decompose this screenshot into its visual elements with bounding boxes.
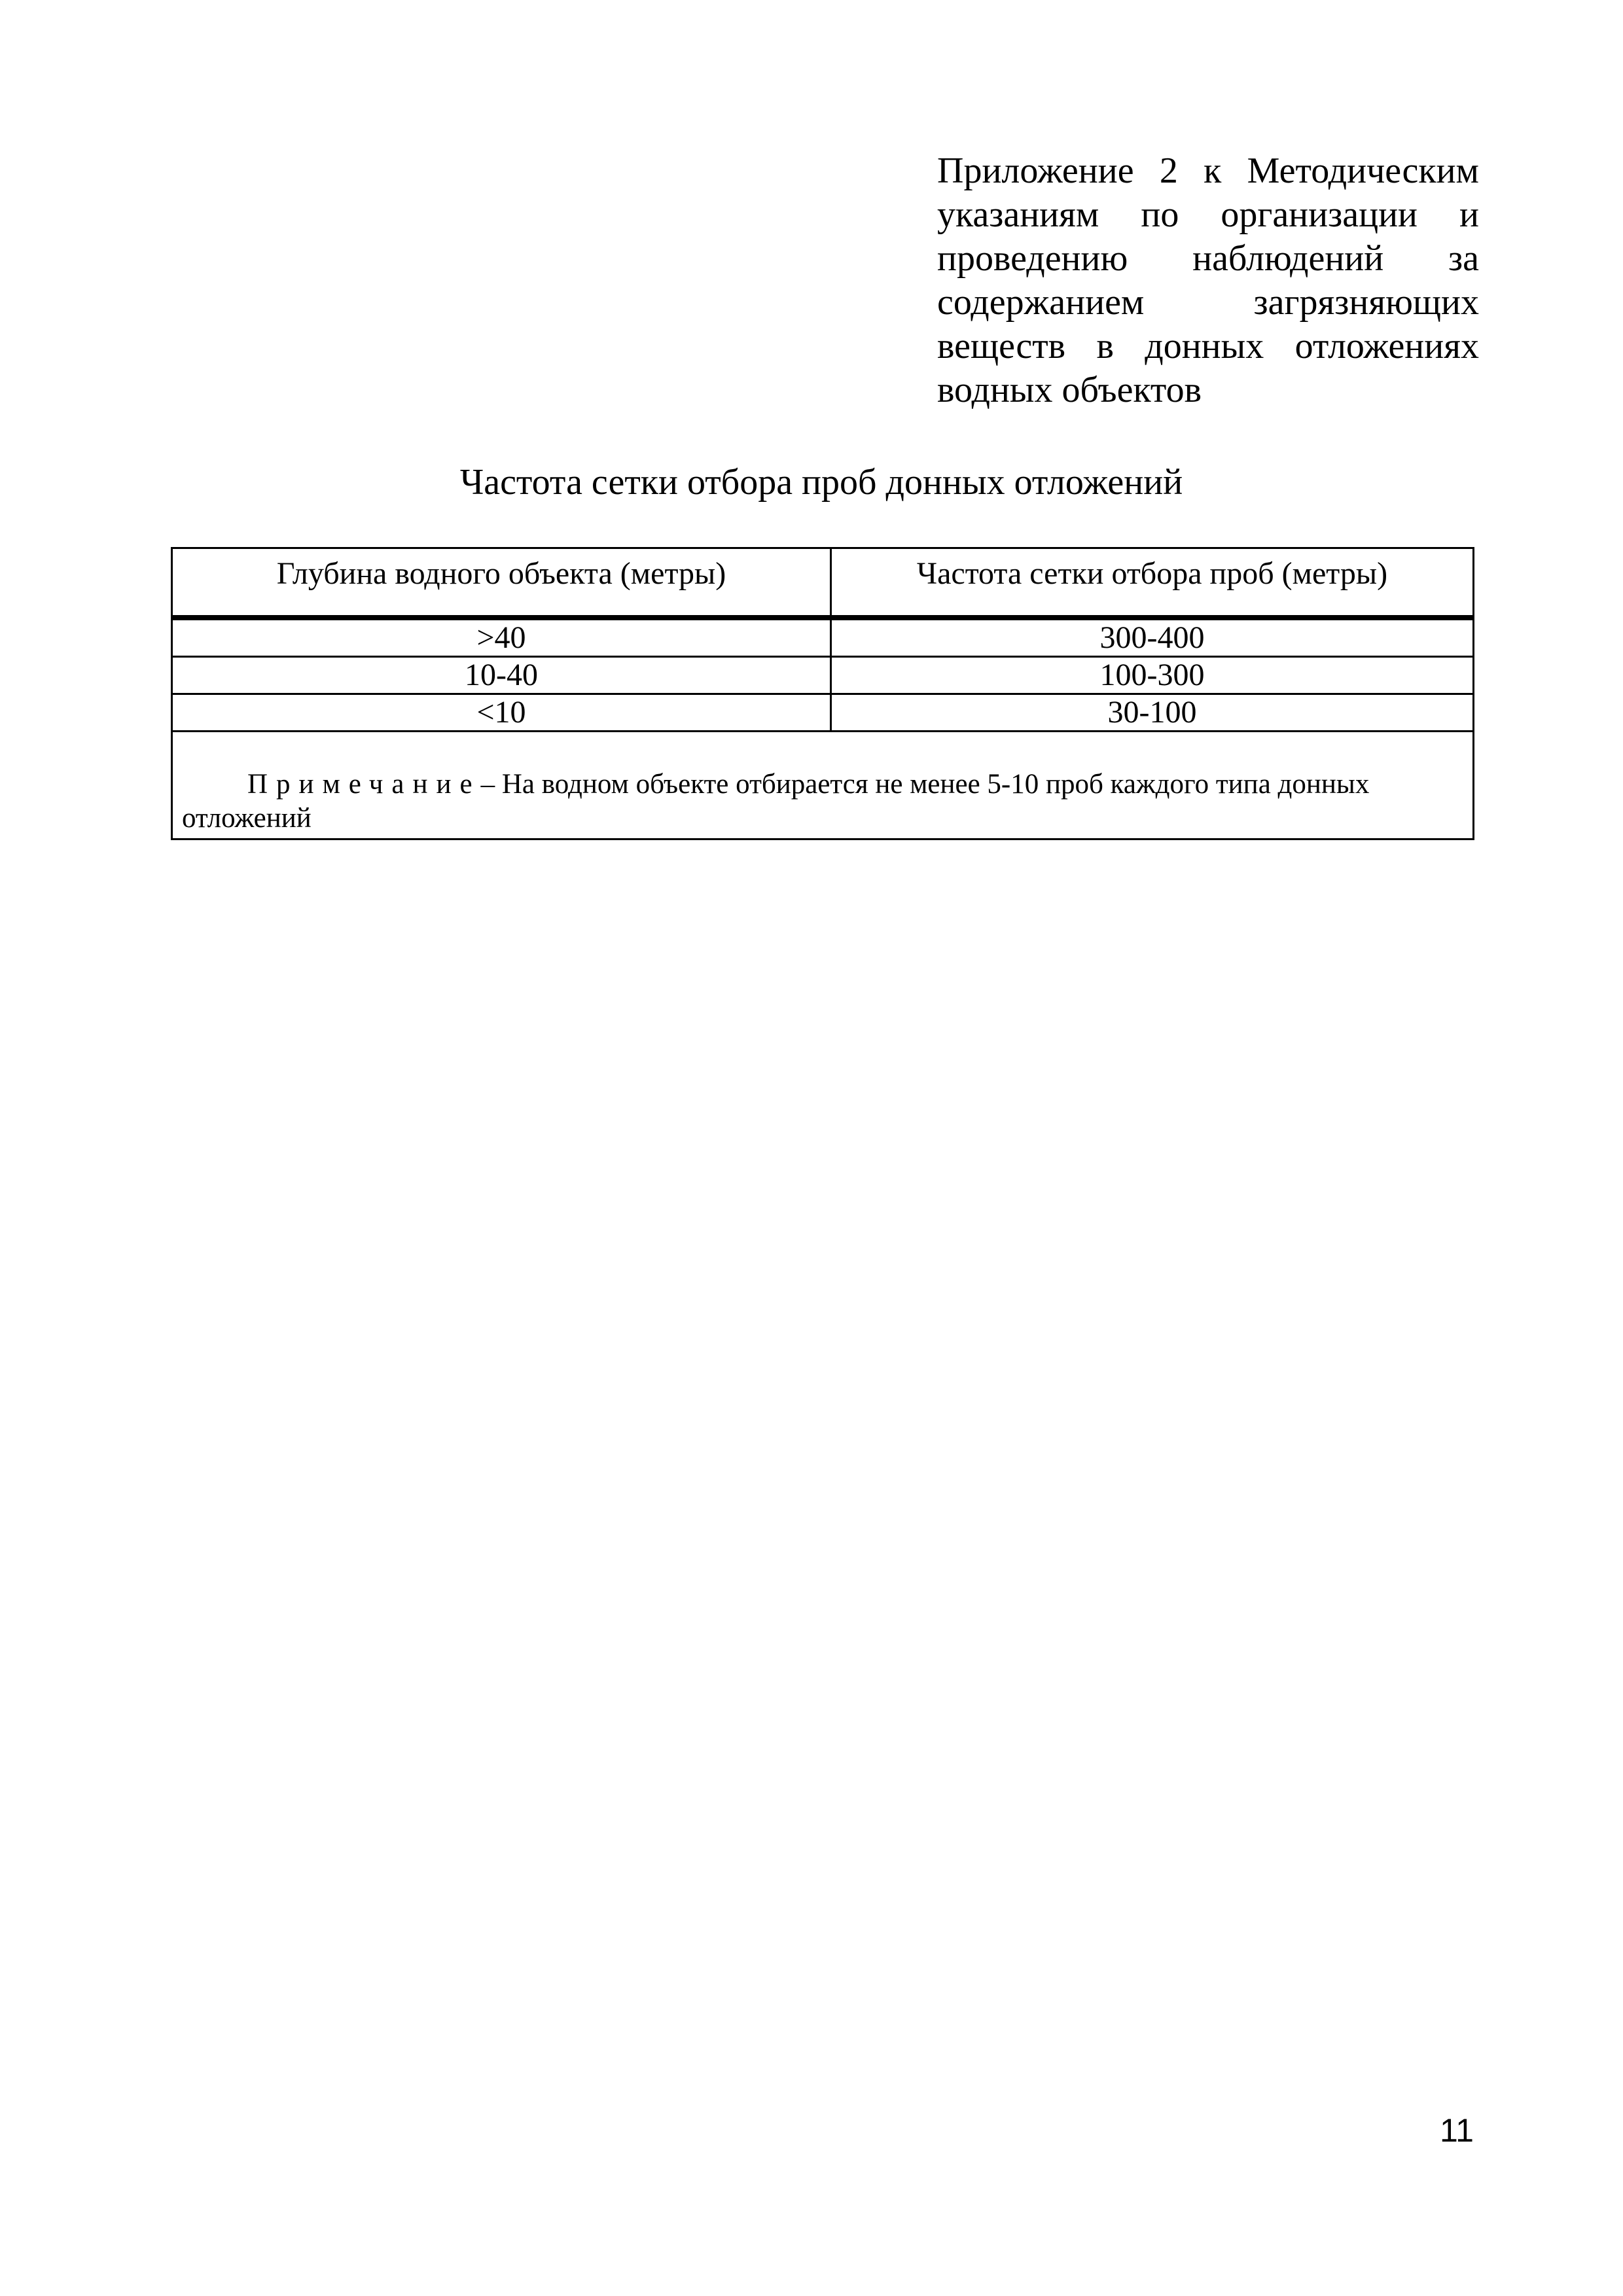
depth-cell: <10	[172, 694, 831, 732]
column-header-grid-frequency: Частота сетки отбора проб (метры)	[831, 548, 1474, 618]
table-title: Частота сетки отбора проб донных отложений	[459, 462, 1183, 503]
table-row	[172, 694, 1474, 732]
note-text: – На водном объекте отбирается не менее 5-10 проб каждого типа донных отложений	[182, 769, 1370, 834]
table-note-row	[172, 732, 1474, 839]
table-row	[172, 657, 1474, 694]
table-header-row	[172, 548, 1474, 618]
depth-cell: >40	[172, 618, 831, 657]
sampling-grid-table	[171, 547, 1474, 840]
depth-cell: 10-40	[172, 657, 831, 694]
appendix-note: Приложение 2 к Методическим указаниям по организации и проведению наблюдений за содержанием загрязняющих веществ в донных отложениях водных объектов	[937, 150, 1479, 410]
column-header-depth: Глубина водного объекта (метры)	[172, 548, 831, 618]
frequency-cell: 300-400	[831, 618, 1474, 657]
table-row	[172, 618, 1474, 657]
note-label: Примечание	[247, 769, 481, 800]
page-number: 11	[1440, 2112, 1474, 2149]
frequency-cell: 100-300	[831, 657, 1474, 694]
table-note	[172, 732, 1474, 839]
frequency-cell: 30-100	[831, 694, 1474, 732]
